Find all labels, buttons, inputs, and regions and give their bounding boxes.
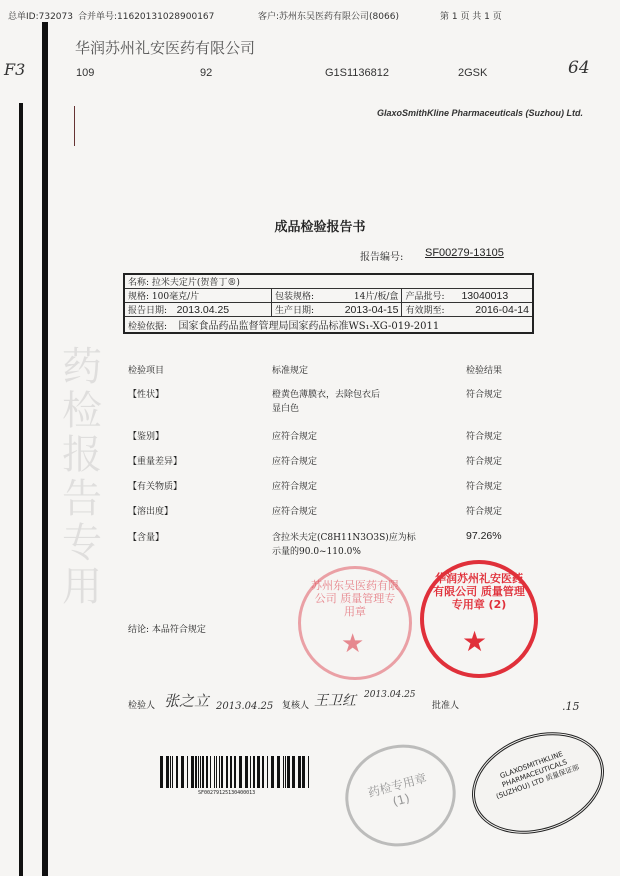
test-standard: 含拉米夫定(C8H11N3O3S)应为标 — [272, 533, 416, 543]
header-item: 检验项目 — [128, 366, 165, 376]
reviewer-signature: 王卫红 — [314, 693, 356, 709]
barcode-bar — [216, 756, 217, 788]
barcode-bar — [187, 756, 188, 788]
reviewer-label: 复核人 — [282, 701, 310, 711]
test-item: 【鉴别】 — [128, 432, 165, 442]
batch-label: 产品批号: — [402, 289, 459, 303]
inspector-signature: 张之立 — [164, 692, 210, 710]
stamp-lian — [420, 560, 538, 678]
scan-line — [74, 106, 75, 146]
barcode-bar — [202, 756, 204, 788]
document-title: 成品检验报告书 — [274, 220, 366, 235]
header-standard: 标准规定 — [272, 366, 309, 376]
report-date-cell — [124, 303, 272, 317]
test-item: 【含量】 — [128, 533, 165, 543]
product-info-table — [123, 273, 534, 334]
barcode-bar — [210, 756, 211, 788]
barcode-bar — [277, 756, 280, 788]
stamp-gsk — [458, 715, 619, 852]
test-standard: 应符合规定 — [272, 432, 318, 442]
test-item: 【溶出度】 — [128, 507, 174, 517]
stamp-drug-test — [334, 732, 467, 858]
scan-edge-bar — [42, 22, 48, 876]
report-number: SF00279-13105 — [425, 247, 504, 259]
pack-value: 14片/板/盒 — [328, 289, 402, 303]
inspector-label: 检验人 — [128, 701, 156, 711]
watermark: 药检报告专用 — [62, 344, 102, 610]
test-standard-cont: 示量的90.0~110.0% — [272, 547, 361, 557]
barcode-bar — [195, 756, 197, 788]
mfg-date: 2013-04-15 — [328, 303, 402, 317]
approver-label: 批准人 — [432, 701, 460, 711]
barcode-bar — [160, 756, 163, 788]
barcode-bar — [198, 756, 199, 788]
test-result: 符合规定 — [466, 482, 503, 492]
expiry-date: 2016-04-14 — [458, 303, 533, 317]
stamp-text: 华润苏州礼安医药有限公司 质量管理专用章 (2) — [433, 572, 525, 611]
batch-number: 13040013 — [458, 289, 533, 303]
barcode-bar — [302, 756, 305, 788]
test-standard-cont: 显白色 — [272, 404, 300, 414]
expiry-label: 有效期至: — [402, 303, 459, 317]
barcode-bar — [250, 756, 251, 788]
barcode-bar — [253, 756, 255, 788]
barcode-bar — [214, 756, 215, 788]
barcode — [160, 756, 312, 788]
manufacturer-name: GlaxoSmithKline Pharmaceuticals (Suzhou) Ltd. — [376, 108, 583, 118]
test-standard: 橙黄色薄膜衣，去除包衣后 — [272, 390, 381, 400]
mfg-date-label: 生产日期: — [272, 303, 329, 317]
barcode-bar — [298, 756, 301, 788]
test-result: 97.26% — [466, 530, 502, 542]
barcode-bar — [181, 756, 184, 788]
star-icon: ★ — [462, 625, 488, 658]
product-name: 名称: 拉米夫定片(贺普丁®) — [124, 274, 533, 289]
barcode-bar — [239, 756, 242, 788]
approver-date: .15 — [562, 700, 580, 713]
test-basis-label: 检验依据: — [128, 322, 168, 332]
barcode-bar — [170, 756, 171, 788]
barcode-bar — [271, 756, 274, 788]
barcode-bar — [172, 756, 173, 788]
barcode-bar — [166, 756, 169, 788]
page-indicator: 第 1 页 共 1 页 — [440, 12, 502, 22]
product-spec: 规格: 100毫克/片 — [124, 289, 272, 303]
code-2: 92 — [200, 67, 213, 79]
test-result: 符合规定 — [466, 507, 503, 517]
margin-note-left: F3 — [4, 60, 26, 79]
test-standard: 应符合规定 — [272, 457, 318, 467]
star-icon: ★ — [341, 629, 365, 659]
report-number-label: 报告编号: — [360, 252, 404, 263]
barcode-text: SF00279125130400013 — [198, 790, 256, 796]
test-item: 【重量差异】 — [128, 457, 183, 467]
barcode-bar — [292, 756, 295, 788]
stamp-text: GLAXOSMITHKLINE PHARMACEUTICALS (SUZHOU) LTD 质量保证部 — [495, 750, 581, 801]
code-4: 2GSK — [458, 67, 488, 79]
barcode-bar — [230, 756, 232, 788]
inspector-date: 2013.04.25 — [216, 701, 274, 712]
merge-number: 合并单号:11620131028900167 — [78, 12, 215, 22]
stamp-text: 药检专用章 (1) — [366, 770, 429, 809]
distributor-name: 华润苏州礼安医药有限公司 — [75, 39, 256, 57]
barcode-bar — [234, 756, 236, 788]
order-id: 总单ID:732073 — [8, 12, 73, 22]
barcode-bar — [257, 756, 260, 788]
barcode-bar — [287, 756, 290, 788]
barcode-bar — [262, 756, 264, 788]
code-1: 109 — [76, 67, 95, 79]
test-item: 【性状】 — [128, 390, 165, 400]
report-date: 2013.04.25 — [176, 304, 230, 316]
barcode-bar — [226, 756, 228, 788]
barcode-bar — [283, 756, 284, 788]
barcode-bar — [221, 756, 223, 788]
test-basis: 国家食品药品监督管理局国家药品标准WS₁-XG-019-2011 — [178, 321, 440, 332]
barcode-bar — [245, 756, 248, 788]
barcode-bar — [285, 756, 286, 788]
margin-note-right: 64 — [568, 58, 590, 78]
test-basis-cell — [124, 317, 533, 334]
test-standard: 应符合规定 — [272, 507, 318, 517]
test-result: 符合规定 — [466, 457, 503, 467]
barcode-bar — [176, 756, 178, 788]
test-result: 符合规定 — [466, 432, 503, 442]
barcode-bar — [267, 756, 268, 788]
conclusion: 结论: 本品符合规定 — [128, 625, 206, 635]
barcode-bar — [308, 756, 309, 788]
test-item: 【有关物质】 — [128, 482, 183, 492]
test-result: 符合规定 — [466, 390, 503, 400]
stamp-text: 苏州东吴医药有限公司 质量管理专用章 — [311, 579, 399, 618]
test-standard: 应符合规定 — [272, 482, 318, 492]
barcode-bar — [206, 756, 208, 788]
report-date-label: 报告日期: — [128, 306, 168, 316]
barcode-bar — [200, 756, 201, 788]
pack-label: 包装规格: — [272, 289, 329, 303]
barcode-bar — [191, 756, 194, 788]
customer: 客户:苏州东吴医药有限公司(8066) — [258, 12, 399, 22]
header-result: 检验结果 — [466, 366, 503, 376]
barcode-bar — [219, 756, 220, 788]
code-3: G1S1136812 — [325, 67, 390, 79]
stamp-dongwu — [298, 566, 412, 680]
reviewer-date: 2013.04.25 — [364, 690, 416, 700]
